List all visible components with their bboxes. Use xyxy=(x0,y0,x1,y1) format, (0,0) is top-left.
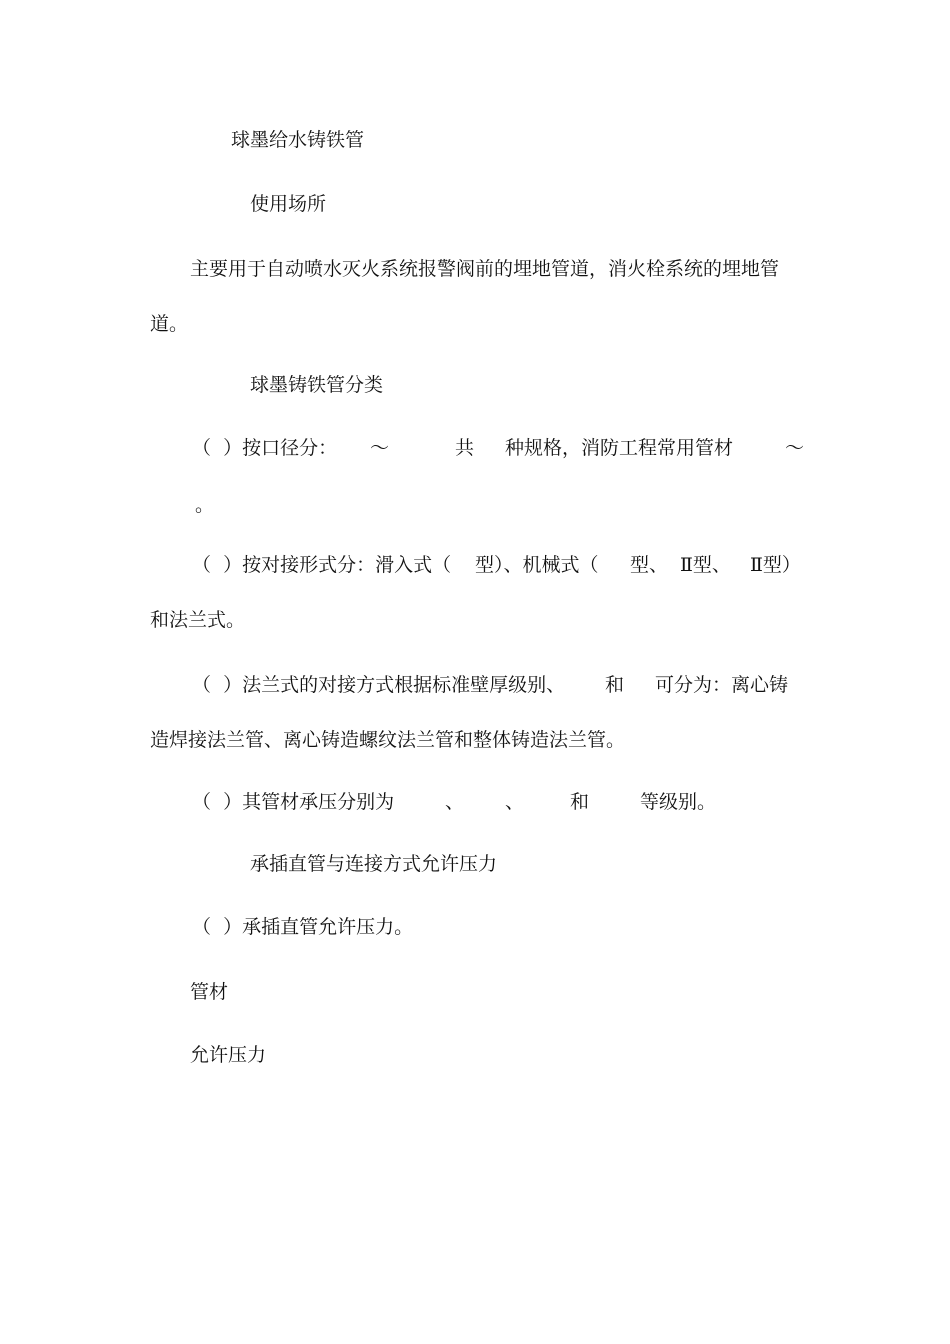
usage-paragraph-line-2: 道。 xyxy=(150,313,189,335)
item-flange-line xyxy=(0,673,950,697)
item-pressure-and: 和 xyxy=(570,791,590,813)
document-title: 球墨给水铸铁管 xyxy=(231,129,365,151)
item-joint-text: （ ）按对接形式分：滑入式（ xyxy=(192,554,452,576)
range-tilde-2: ～ xyxy=(785,437,805,459)
item-caliber-continuation: 。 xyxy=(195,494,215,516)
item-flange-text-2: 可分为：离心铸 xyxy=(655,674,789,696)
section-heading-classification: 球墨铸铁管分类 xyxy=(250,374,384,396)
section-heading-usage: 使用场所 xyxy=(250,193,327,215)
item-caliber-text: （ ）按口径分： xyxy=(192,437,338,459)
item-caliber-spec: 种规格，消防工程常用管材 xyxy=(505,437,734,459)
item-joint-text-4: Ⅱ型、 xyxy=(680,554,731,576)
item-joint-text-3: 型、 xyxy=(630,554,669,576)
table-label-allowable-pressure: 允许压力 xyxy=(190,1044,267,1066)
item-pressure-line xyxy=(0,790,950,814)
item-joint-text-2: 型）、机械式（ xyxy=(475,554,599,576)
range-tilde: ～ xyxy=(370,437,390,459)
item-caliber-line xyxy=(0,436,950,460)
section-heading-allowable-pressure: 承插直管与连接方式允许压力 xyxy=(250,853,498,875)
item-pressure-sep-1: 、 xyxy=(445,791,465,813)
item-pressure-text: （ ）其管材承压分别为 xyxy=(192,791,395,813)
item-flange-text: （ ）法兰式的对接方式根据标准壁厚级别、 xyxy=(192,674,566,696)
item-flange-and: 和 xyxy=(605,674,625,696)
table-label-pipe: 管材 xyxy=(190,981,229,1003)
item-socket-pipe: （ ）承插直管允许压力。 xyxy=(192,916,414,938)
item-flange-continuation: 造焊接法兰管、离心铸造螺纹法兰管和整体铸造法兰管。 xyxy=(150,729,626,751)
item-caliber-total: 共 xyxy=(455,437,475,459)
item-joint-text-5: Ⅱ型） xyxy=(750,554,801,576)
item-joint-continuation: 和法兰式。 xyxy=(150,609,246,631)
item-pressure-end: 等级别。 xyxy=(640,791,717,813)
item-pressure-sep-2: 、 xyxy=(505,791,525,813)
item-joint-line xyxy=(0,553,950,577)
usage-paragraph-line-1: 主要用于自动喷水灭火系统报警阀前的埋地管道，消火栓系统的埋地管 xyxy=(190,258,780,280)
